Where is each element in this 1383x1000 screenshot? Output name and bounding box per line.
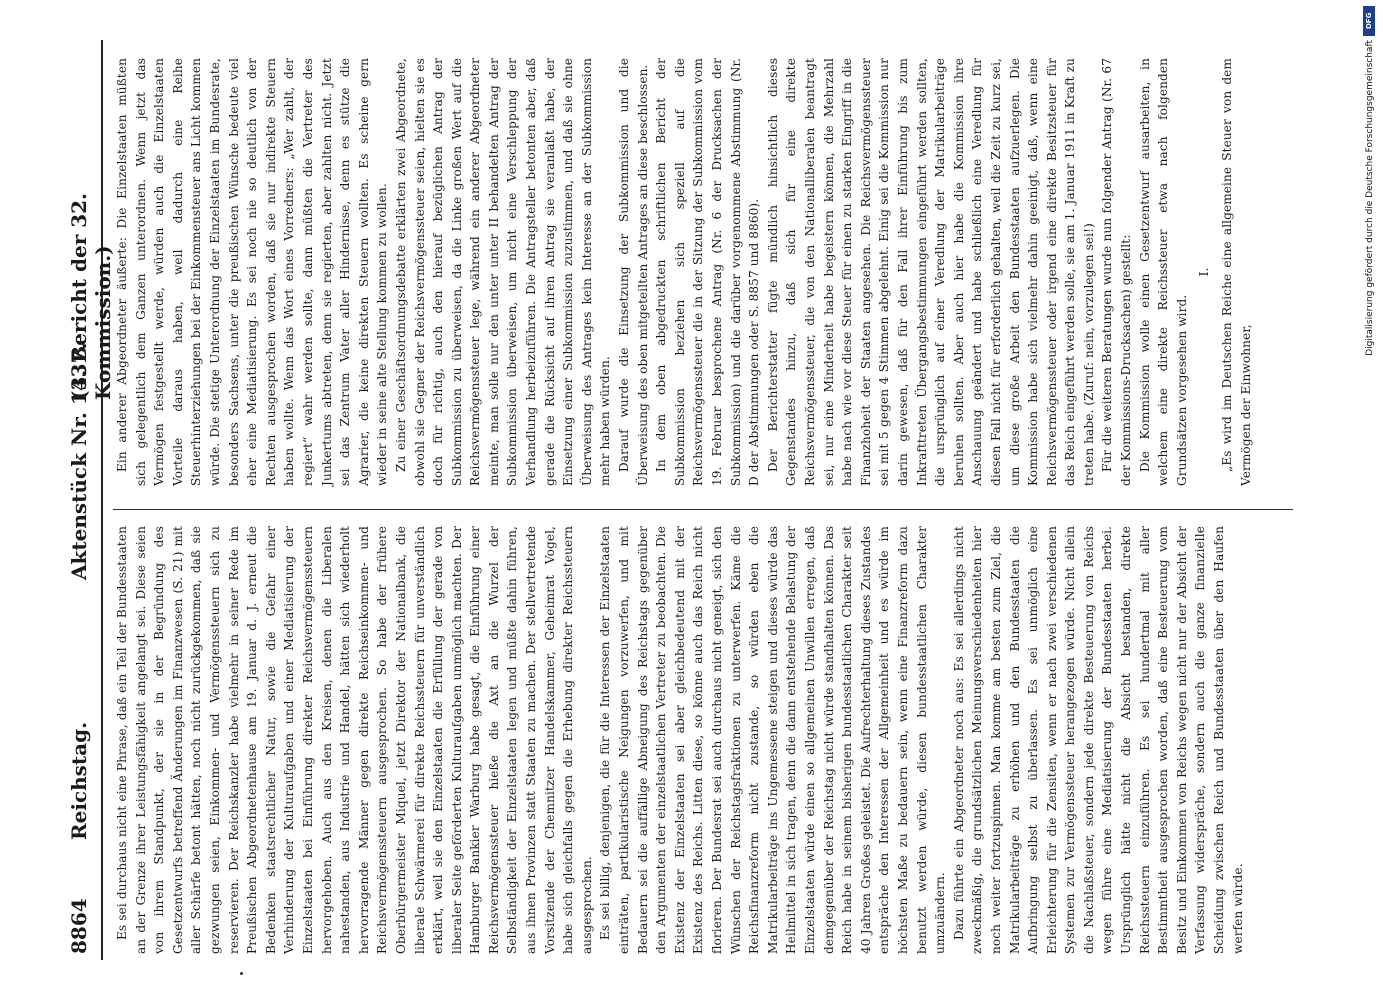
scan-speck [240,972,243,975]
paragraph: Es sei billig, denjenigen, die für die Interessen der Einzelstaaten einträten, partikularistische Neigungen vorzuwerfen, und mit Bedauern sei die auffällige Abneigung des Reichstags gegenüber den Argumenten der einzelstaatlichen Vertreter zu beobachten. Die Existenz der Einzelstaaten sei aber gleichbedeutend mit der Existenz des Reichs. Litten diese, so könne auch das Reich nicht florieren. Der Bundesrat sei auch durchaus nicht geneigt, sich den Wünschen der Reichstagsfraktionen zu unterwerfen. Käme die Reichsfinanzreform nicht zustande, so würden eben die Matrikularbeiträge ins Ungemessene steigen und dieses würde das Heilmittel in sich tragen, denn die dann entstehende Belastung der Einzelstaaten würde einen so allgemeinen Unwillen erregen, daß demgegenüber der Reichstag nicht würde standhalten können. Das Reich habe in seinem bisherigen bundesstaatlichen Charakter seit 40 Jahren Großes geleistet. Die Aufrechterhaltung dieses Zustandes entspräche den Interessen der Allgemeinheit und es würde im höchsten Maße zu bedauern sein, wenn eine Finanzreform dazu benutzt werden würde, diesen bundesstaatlichen Charakter umzuändern. [598,526,948,954]
page-header [61,40,115,960]
running-title-kommission: (3. Bericht der 32. Kommission.) [67,193,115,400]
right-column [113,58,1313,486]
paragraph: Ein anderer Abgeordneter äußerte: Die Einzelstaaten müßten sich gelegentlich dem Ganzen unterordnen. Wenn jetzt das Vermögen festgestellt werde, würden auch die Einzelstaaten Vorteile daraus haben, weil dadurch eine Reihe Steuerhinterziehungen bei der Einkommensteuer ans Licht kommen würde. Die stetige Unterordnung der Einzelstaaten im Bundesrate, besonders Sachsens, unter die preußischen Wünsche bedeute viel eher eine Mediatisierung. Es sei noch nie so deutlich von der Rechten ausgesprochen worden, daß sie nur indirekte Steuern haben wollte. Wenn das Wort eines Vorredners: „Wer zahlt, der regiert“ wahr werden sollte, dann müßten die Vertreter des Junkertums abtreten, denn sie regierten, aber zahlten nicht. Jetzt sei das Zentrum Vater aller Hindernisse, denn es stütze die Agrarier, die keine direkten Steuern wollten. Es scheine gern wieder in seine alte Stellung kommen zu wollen. [115,58,390,486]
column-divider [113,509,1293,510]
dfg-logo: DFG [1363,6,1375,36]
paragraph: In dem oben abgedruckten schriftlichen Bericht der Subkommission beziehen sich speziell auf die Reichsvermögenssteuer die in der Sitzung der Subkommission vom 19. Februar besprochene Antrag (Nr. 6 der Drucksachen der Subkommission) und die darüber vorgenommene Abstimmung (Nr. D der Abstimmungen oder S. 8857 und 8860). [654,58,762,486]
section-numeral: I. [1197,267,1212,277]
paragraph: Es sei durchaus nicht eine Phrase, daß ein Teil der Bundesstaaten an der Grenze ihrer Leistungsfähigkeit angelangt sei. Diese seien von ihrem Standpunkt, der sie in der Begründung des Gesetzentwurfs betreffend Änderungen im Finanzwesen (S. 21) mit aller Schärfe betont hätten, noch nicht zurückgekommen, daß sie gezwungen seien, Einkommen- und Vermögenssteuern sich zu reservieren. Der Reichskanzler habe vielmehr in seiner Rede im Preußischen Abgeordnetenhause am 19. Januar d. J. erneut die Bedenken staatsrechtlicher Natur, sowie die Gefahr einer Verhinderung der Kulturaufgaben und einer Mediatisierung der Einzelstaaten bei Einführung direkter Reichsvermögenssteuern hervorgehoben. Auch aus den Kreisen, denen die Liberalen nahestanden, aus Industrie und Handel, hätten sich wiederholt hervorragende Männer gegen direkte Reichseinkommen- und Reichsvermögenssteuern ausgesprochen. So habe der frühere Oberbürgermeister Miquel, jetzt Direktor der Nationalbank, die liberale Schwärmerei für direkte Reichssteuern für unverständlich erklärt, weil sie den Einzelstaaten die Erfüllung der gerade von liberaler Seite geförderten Kulturaufgaben unmöglich machten. Der Hamburger Bankier Warburg habe gesagt, die Einführung einer Reichsvermögenssteuer hieße die Axt an die Wurzel der Selbständigkeit der Einzelstaaten legen und müßte dahin führen, aus ihnen Provinzen statt Staaten zu machen. Der stellvertretende Vorsitzende der Chemnitzer Handelskammer, Geheimrat Vogel, habe sich gleichfalls gegen die Erhebung direkter Reichssteuern ausgesprochen. [115,526,594,954]
paragraph: Der Berichterstatter fügte mündlich hinsichtlich dieses Gegenstandes hinzu, daß sich für eine direkte Reichsvermögenssteuer, die von den Nationalliberalen beantragt sei, nur eine Minderheit habe begeistern können, die Mehrzahl habe nach wie vor diese Steuer für einen zu starken Eingriff in die Finanzhoheit der Staaten angesehen. Die Reichsvermögenssteuer sei mit 5 gegen 4 Stimmen abgelehnt. Einig sei die Kommission nur darin gewesen, daß für den Fall ihrer Einführung bis zum Inkrafttreten Übergangsbestimmungen eingeführt werden sollten, die ursprünglich auf einer Veredlung der Matrikularbeiträge beruhen sollten. Aber auch hier habe die Kommission ihre Anschauung geändert und habe schließlich eine Veredlung für diesen Fall nicht für erforderlich gehalten, weil die Zeit zu kurz sei, um diese große Arbeit den Bundesstaaten aufzuerlegen. Die Kommission habe sich vielmehr dahin geeinigt, daß, wenn eine Reichsvermögenssteuer oder irgend eine direkte Besitzsteuer für das Reich eingeführt werden solle, sie am 1. Januar 1911 in Kraft zu treten habe. (Zuruf: nein, vorzulegen sei!) [765,58,1096,486]
left-column [113,526,1313,954]
paragraph: Für die weiteren Beratungen wurde nun folgender Antrag (Nr. 67 der Kommissions-Drucksachen) gestellt: [1100,58,1134,486]
running-title-aktenstueck: Aktenstück Nr. 1437. [67,342,91,580]
digitization-note: Digitalisierung gefördert durch die Deutsche Forschungsgemeinschaft [1365,40,1375,356]
paragraph: Dazu führte ein Abgeordneter noch aus: Es sei allerdings nicht zweckmäßig, die grundsätzlichen Meinungsverschiedenheiten hier noch weiter fortzuspinnen. Man komme am besten zum Ziel, die Matrikularbeiträge zu erhöhen und den Bundesstaaten die Aufbringung selbst zu überlassen. Es sei unmöglich eine Erleichterung für die Zensiten, wenn er nach zwei verschiedenen Systemen zur Vermögenssteuer herangezogen würde. Nicht allein die Nachlaßsteuer, sondern jede direkte Besteuerung von Reichs wegen führe eine Mediatisierung der Bundesstaaten herbei. Ursprünglich hätte nicht die Absicht bestanden, direkte Reichssteuern einzuführen. Es sei hundertmal mit aller Bestimmtheit ausgesprochen worden, daß eine Besteuerung vom Besitz und Einkommen von Reichs wegen nicht nur der Absicht der Verfassung widerspräche, sondern auch die ganze finanzielle Scheidung zwischen Reich und Bundesstaaten über den Haufen werfen würde. [951,526,1245,954]
paragraph: Darauf wurde die Einsetzung der Subkommission und die Überweisung des oben mitgeteilten Antrages an diese beschlossen. [617,58,650,486]
paragraph: Zu einer Geschäftsordnungsdebatte erklärten zwei Abgeordnete, obwohl sie Gegner der Reichsvermögenssteuer seien, hielten sie es doch für richtig, auch den hierauf bezüglichen Antrag der Subkommission zu überweisen, da die Linke großen Wert auf die Reichsvermögenssteuer lege, während ein anderer Abgeordneter meinte, man solle nur den unter unter II behandelten Antrag der Subkommission überweisen, um nicht eine Verschleppung der Verhandlung herbeizuführen. Die Antragsteller betonten aber, daß gerade die Rücksicht auf ihren Antrag sie veranlaßt habe, der Einsetzung einer Subkommission zuzustimmen, und daß sie ohne Überweisung des Antrages kein Interesse an der Subkommission mehr haben würden. [393,58,613,486]
document-page [61,40,1321,960]
paragraph: „Es wird im Deutschen Reiche eine allgemeine Steuer von dem Vermögen der Einwohner, [1220,58,1253,486]
running-title-reichstag: Reichstag. [67,721,91,840]
paragraph: Die Kommission wolle einen Gesetzentwurf ausarbeiten, in welchem eine direkte Reichssteuer etwa nach folgenden Grundsätzen vorgesehen wird. [1137,58,1189,486]
page-number: 8864 [67,898,91,954]
